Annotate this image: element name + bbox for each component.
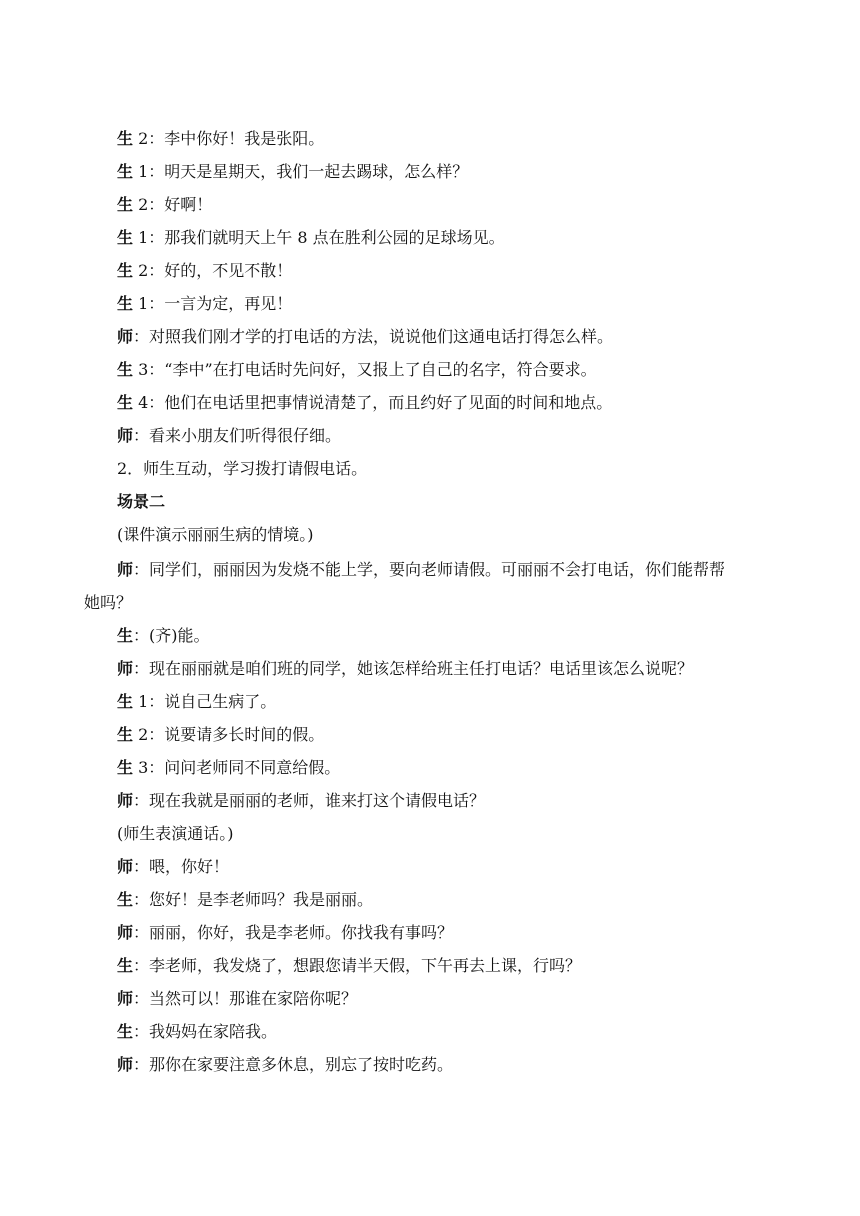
speaker-label: 师	[117, 989, 134, 1008]
speaker-label: 生	[117, 228, 134, 247]
speaker-label: 生	[117, 393, 134, 412]
dialogue-line	[84, 392, 784, 414]
line-text: ：当然可以！那谁在家陪你呢？	[133, 989, 358, 1008]
speaker-label: 师	[117, 791, 134, 810]
dialogue-line	[84, 724, 784, 746]
speaker-label: 生	[117, 162, 134, 181]
line-text: 3：“李中”在打电话时先问好，又报上了自己的名字，符合要求。	[133, 360, 597, 379]
line-text: 1：明天是星期天，我们一起去踢球，怎么样？	[133, 162, 469, 181]
line-text: ：喂，你好！	[133, 857, 230, 876]
dialogue-body	[84, 128, 784, 1087]
speaker-label: 师	[117, 1055, 134, 1074]
line-text: ：(齐)能。	[133, 626, 210, 645]
dialogue-line	[84, 128, 784, 150]
speaker-label: 生	[117, 1022, 134, 1041]
line-text: ：李老师，我发烧了，想跟您请半天假，下午再去上课，行吗？	[133, 956, 582, 975]
stage-direction-text: (课件演示丽丽生病的情境。)	[117, 525, 314, 544]
line-text: ：对照我们刚才学的打电话的方法，说说他们这通电话打得怎么样。	[133, 327, 614, 346]
speaker-label: 生	[117, 758, 134, 777]
line-text: ：您好！是李老师吗？我是丽丽。	[133, 890, 374, 909]
line-text: ：现在丽丽就是咱们班的同学，她该怎样给班主任打电话？电话里该怎么说呢？	[133, 659, 694, 678]
dialogue-line	[84, 161, 784, 183]
line-text: ：那你在家要注意多休息，别忘了按时吃药。	[133, 1055, 454, 1074]
speaker-label: 生	[117, 626, 134, 645]
dialogue-line	[84, 194, 784, 216]
stage-direction	[84, 823, 784, 845]
dialogue-line	[84, 425, 784, 447]
dialogue-line	[84, 691, 784, 713]
line-text: 3：问问老师同不同意给假。	[133, 758, 341, 777]
dialogue-line	[84, 988, 784, 1010]
dialogue-line	[84, 889, 784, 911]
line-text: 2：好的，不见不散！	[133, 261, 293, 280]
step-line	[84, 458, 784, 480]
speaker-label: 生	[117, 195, 134, 214]
dialogue-line	[84, 293, 784, 315]
line-text: 1：那我们就明天上午 8 点在胜利公园的足球场见。	[133, 228, 505, 247]
dialogue-line	[84, 1021, 784, 1043]
line-text: 1：说自己生病了。	[133, 692, 277, 711]
line-text: 2：说要请多长时间的假。	[133, 725, 325, 744]
line-text: 1：一言为定，再见！	[133, 294, 293, 313]
line-text: ：丽丽，你好，我是李老师。你找我有事吗？	[133, 923, 454, 942]
dialogue-line	[84, 658, 784, 680]
speaker-label: 师	[117, 923, 134, 942]
speaker-label: 生	[117, 890, 134, 909]
dialogue-line	[84, 955, 784, 977]
line-text: ：同学们，丽丽因为发烧不能上学，要向老师请假。可丽丽不会打电话，你们能帮帮	[133, 560, 726, 579]
speaker-label: 师	[117, 426, 134, 445]
speaker-label: 生	[117, 360, 134, 379]
speaker-label: 生	[117, 725, 134, 744]
stage-direction-text: (师生表演通话。)	[117, 824, 234, 843]
dialogue-line	[84, 856, 784, 878]
dialogue-line	[84, 922, 784, 944]
wrapped-first-line	[84, 557, 784, 581]
speaker-label: 师	[117, 560, 134, 579]
dialogue-line	[84, 757, 784, 779]
line-text: ：看来小朋友们听得很仔细。	[133, 426, 342, 445]
dialogue-line	[84, 790, 784, 812]
line-text: ：我妈妈在家陪我。	[133, 1022, 278, 1041]
speaker-label: 师	[117, 857, 134, 876]
step-text: 2．师生互动，学习拨打请假电话。	[117, 459, 368, 478]
speaker-label: 生	[117, 129, 134, 148]
dialogue-line	[84, 326, 784, 348]
line-text: 2：好啊！	[133, 195, 213, 214]
speaker-label: 师	[117, 327, 134, 346]
dialogue-line	[84, 1054, 784, 1076]
wrapped-continuation: 她吗？	[84, 593, 133, 612]
line-text: 2：李中你好！我是张阳。	[133, 129, 325, 148]
speaker-label: 生	[117, 261, 134, 280]
line-text: ：现在我就是丽丽的老师，谁来打这个请假电话？	[133, 791, 486, 810]
speaker-label: 师	[117, 659, 134, 678]
stage-direction	[84, 524, 784, 546]
speaker-label: 生	[117, 294, 134, 313]
speaker-label: 生	[117, 692, 134, 711]
line-text: 4：他们在电话里把事情说清楚了，而且约好了见面的时间和地点。	[133, 393, 613, 412]
dialogue-line	[84, 359, 784, 381]
dialogue-line-wrapped	[84, 557, 784, 614]
dialogue-line	[84, 227, 784, 249]
speaker-label: 生	[117, 956, 134, 975]
dialogue-line	[84, 625, 784, 647]
scene-heading: 场景二	[117, 492, 166, 511]
dialogue-line	[84, 260, 784, 282]
